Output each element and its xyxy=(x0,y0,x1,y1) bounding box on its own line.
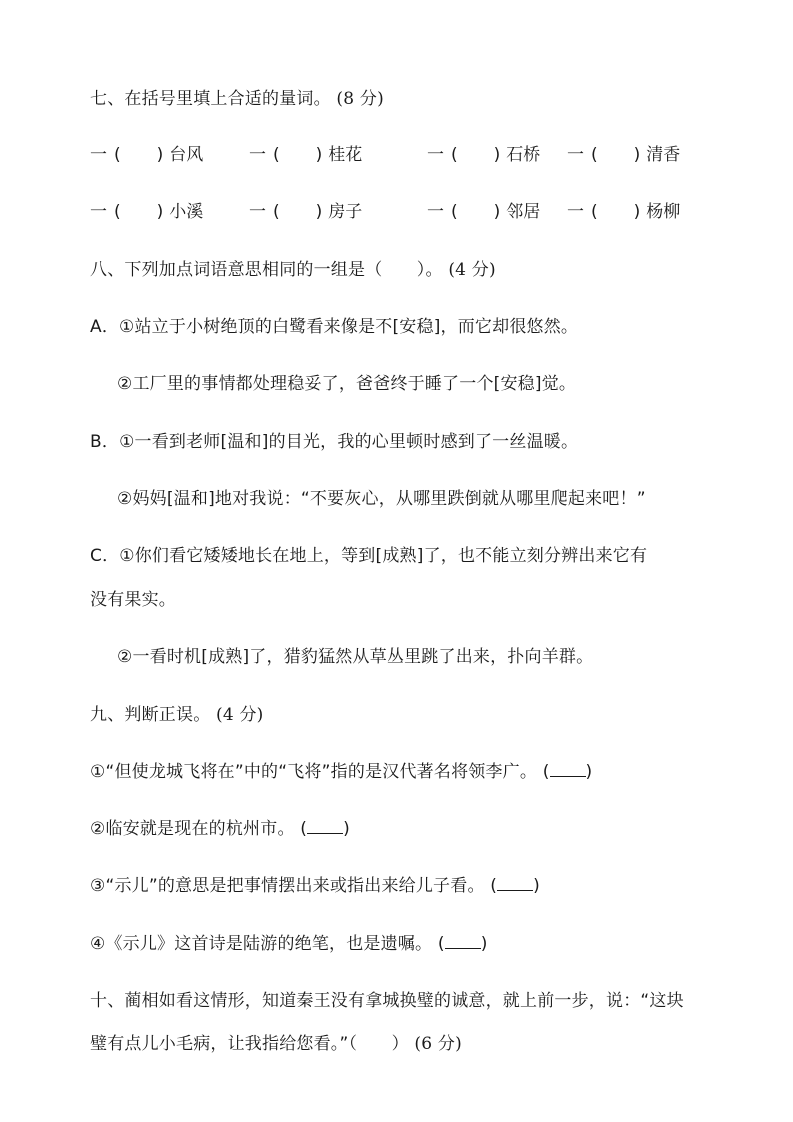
q8-title: 八、下列加点词语意思相同的一组是（ ）。 xyxy=(90,260,443,280)
q7-blank-1[interactable]: 一 ( ) 台风 xyxy=(90,145,204,165)
q9-answer-blank-4[interactable]: ( ) xyxy=(437,934,488,954)
q7-word: 石桥 xyxy=(506,145,541,165)
q7-blank-2[interactable]: 一 ( ) 桂花 xyxy=(249,145,363,165)
q9-answer-blank-1[interactable]: ( ) xyxy=(542,762,593,782)
q8-option-a2: ②工厂里的事情都处理稳妥了，爸爸终于睡了一个[安稳]觉。 xyxy=(117,374,577,394)
q9-score: (4 分) xyxy=(216,705,264,725)
q7-word: 小溪 xyxy=(169,202,204,222)
q8-option-b1: B．①一看到老师[温和]的目光，我的心里顿时感到了一丝温暖。 xyxy=(90,432,579,452)
q7-blank-3[interactable]: 一 ( ) 石桥 xyxy=(427,145,541,165)
q7-blank-8[interactable]: 一 ( ) 杨柳 xyxy=(567,202,681,222)
q8-heading xyxy=(90,259,496,281)
q8-option-c1-line2: 没有果实。 xyxy=(90,590,176,610)
q8-option-a1: A．①站立于小树绝顶的白鹭看来像是不[安稳]，而它却很悠然。 xyxy=(90,317,579,337)
q8-option-c1-line1: C．①你们看它矮矮地长在地上，等到[成熟]了，也不能立刻分辨出来它有 xyxy=(90,546,648,566)
q8-score: (4 分) xyxy=(448,260,496,280)
q7-word: 桂花 xyxy=(328,145,363,165)
q7-heading xyxy=(90,88,384,110)
q7-blank-5[interactable]: 一 ( ) 小溪 xyxy=(90,202,204,222)
q10-line-1: 十、蔺相如看这情形，知道秦王没有拿城换璧的诚意，就上前一步，说：“这块 xyxy=(90,991,684,1011)
q7-word: 邻居 xyxy=(506,202,541,222)
q9-item-4: ④《示儿》这首诗是陆游的绝笔，也是遗嘱。 ( ) xyxy=(90,934,488,954)
q8-option-c2: ②一看时机[成熟]了，猎豹猛然从草丛里跳了出来，扑向羊群。 xyxy=(117,647,594,667)
q8-option-b2: ②妈妈[温和]地对我说：“不要灰心，从哪里跌倒就从哪里爬起来吧！” xyxy=(117,489,646,509)
q9-heading xyxy=(90,704,264,726)
q7-blank-6[interactable]: 一 ( ) 房子 xyxy=(249,202,363,222)
q9-answer-blank-3[interactable]: ( ) xyxy=(490,876,540,896)
q7-word: 清香 xyxy=(646,145,681,165)
q7-blank-4[interactable]: 一 ( ) 清香 xyxy=(567,145,681,165)
q7-word: 台风 xyxy=(169,145,204,165)
q7-title: 七、在括号里填上合适的量词。 xyxy=(90,89,331,109)
q9-answer-blank-2[interactable]: ( ) xyxy=(300,819,350,839)
q9-item-1: ①“但使龙城飞将在”中的“飞将”指的是汉代著名将领李广。 ( ) xyxy=(90,762,593,782)
q7-score: (8 分) xyxy=(336,89,384,109)
q10-line-2: 璧有点儿小毛病，让我指给您看。”（ ） (6 分) xyxy=(90,1034,462,1054)
q7-word: 房子 xyxy=(328,202,363,222)
q10-score: (6 分) xyxy=(414,1034,462,1054)
q7-word: 杨柳 xyxy=(646,202,681,222)
q7-blank-7[interactable]: 一 ( ) 邻居 xyxy=(427,202,541,222)
q9-title: 九、判断正误。 xyxy=(90,705,211,725)
q9-item-2: ②临安就是现在的杭州市。 ( ) xyxy=(90,819,350,839)
q9-item-3: ③“示儿”的意思是把事情摆出来或指出来给儿子看。 ( ) xyxy=(90,876,540,896)
